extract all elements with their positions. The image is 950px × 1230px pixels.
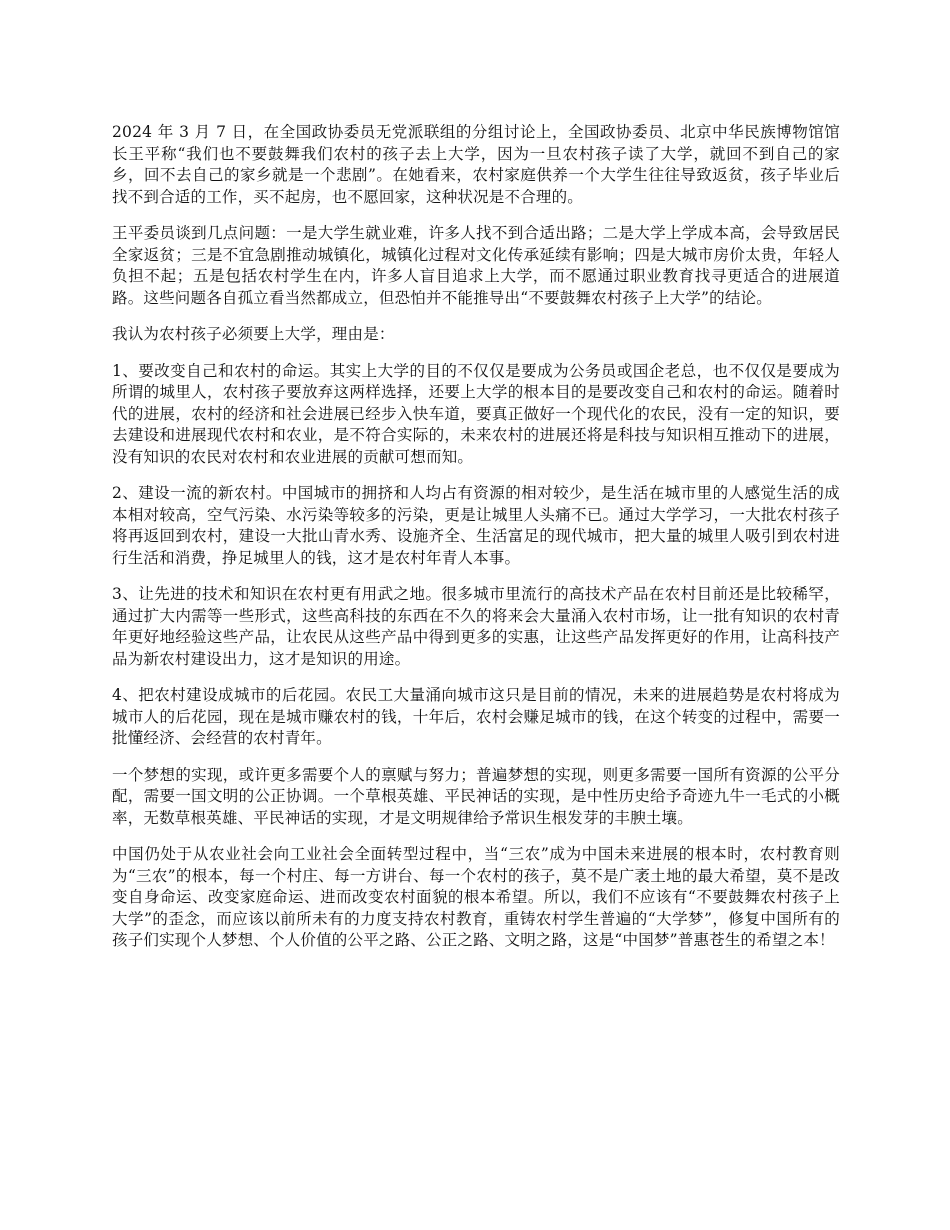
paragraph-conclusion: 中国仍处于从农业社会向工业社会全面转型过程中，当“三农”成为中国未来进展的根本时，农村教育则为“三农”的根本，每一个村庄、每一方讲台、每一个农村的孩子，莫不是广袤土地的最大希望，莫不是改变自身命运、改变家庭命运、进而改变农村面貌的根本希望。所以，我们不应该有“不要鼓舞农村孩子上大学”的歪念，而应该以前所未有的力度支持农村教育，重铸农村学生普遍的“大学梦”，修复中国所有的孩子们实现个人梦想、个人价值的公平之路、公正之路、文明之路，这是“中国梦”普惠苍生的希望之本！ (112, 845, 840, 949)
paragraph-reason-2: 2、建设一流的新农村。中国城市的拥挤和人均占有资源的相对较少，是生活在城市里的人感觉生活的成本相对较高，空气污染、水污染等较多的污染，更是让城里人头痛不已。通过大学学习，一大批农村孩子将再返回到农村，建设一大批山青水秀、设施齐全、生活富足的现代城市，把大量的城里人吸引到农村进行生活和消费，挣足城里人的钱，这才是农村年青人本事。 (112, 484, 840, 567)
paragraph-reason-4: 4、把农村建设成城市的后花园。农民工大量涌向城市这只是目前的情况，未来的进展趋势是农村将成为城市人的后花园，现在是城市赚农村的钱，十年后，农村会赚足城市的钱，在这个转变的过程中，需要一批懂经济、会经营的农村青年。 (112, 686, 840, 747)
paragraph-dream: 一个梦想的实现，或许更多需要个人的禀赋与努力；普遍梦想的实现，则更多需要一国所有资源的公平分配，需要一国文明的公正协调。一个草根英雄、平民神话的实现，是中性历史给予奇迹九牛一毛式的小概率，无数草根英雄、平民神话的实现，才是文明规律给予常识生根发芽的丰腴土壤。 (112, 765, 840, 827)
paragraph-reason-1: 1、要改变自己和农村的命运。其实上大学的目的不仅仅是要成为公务员或国企老总，也不仅仅是要成为所谓的城里人，农村孩子要放弃这两样选择，还要上大学的根本目的是要改变自己和农村的命运。随着时代的进展，农村的经济和社会进展已经步入快车道，要真正做好一个现代化的农民，没有一定的知识，要去建设和进展现代农村和农业，是不符合实际的，未来农村的进展还将是科技与知识相互推动下的进展，没有知识的农民对农村和农业进展的贡献可想而知。 (112, 361, 840, 466)
document-body (112, 122, 840, 967)
paragraph-reason-3: 3、让先进的技术和知识在农村更有用武之地。很多城市里流行的高技术产品在农村目前还是比较稀罕，通过扩大内需等一些形式，这些高科技的东西在不久的将来会大量涌入农村市场，让一批有知识的农村青年更好地经验这些产品，让农民从这些产品中得到更多的实惠，让这些产品发挥更好的作用，让高科技产品为新农村建设出力，这才是知识的用途。 (112, 585, 840, 668)
paragraph-issues: 王平委员谈到几点问题：一是大学生就业难，许多人找不到合适出路；二是大学上学成本高，会导致居民全家返贫；三是不宜急剧推动城镇化，城镇化过程对文化传承延续有影响；四是大城市房价太贵，年轻人负担不起；五是包括农村学生在内，许多人盲目追求上大学，而不愿通过职业教育找寻更适合的进展道路。这些问题各自孤立看当然都成立，但恐怕并不能推导出“不要鼓舞农村孩子上大学”的结论。 (112, 224, 840, 307)
paragraph-thesis: 我认为农村孩子必须要上大学，理由是： (112, 325, 395, 343)
paragraph-intro: 2024 年 3 月 7 日，在全国政协委员无党派联组的分组讨论上，全国政协委员、北京中华民族博物馆馆长王平称“我们也不要鼓舞我们农村的孩子去上大学，因为一旦农村孩子读了大学，就回不到自己的家乡，回不去自己的家乡就是一个悲剧”。在她看来，农村家庭供养一个大学生往往导致返贫，孩子毕业后找不到合适的工作，买不起房，也不愿回家，这种状况是不合理的。 (112, 123, 840, 206)
